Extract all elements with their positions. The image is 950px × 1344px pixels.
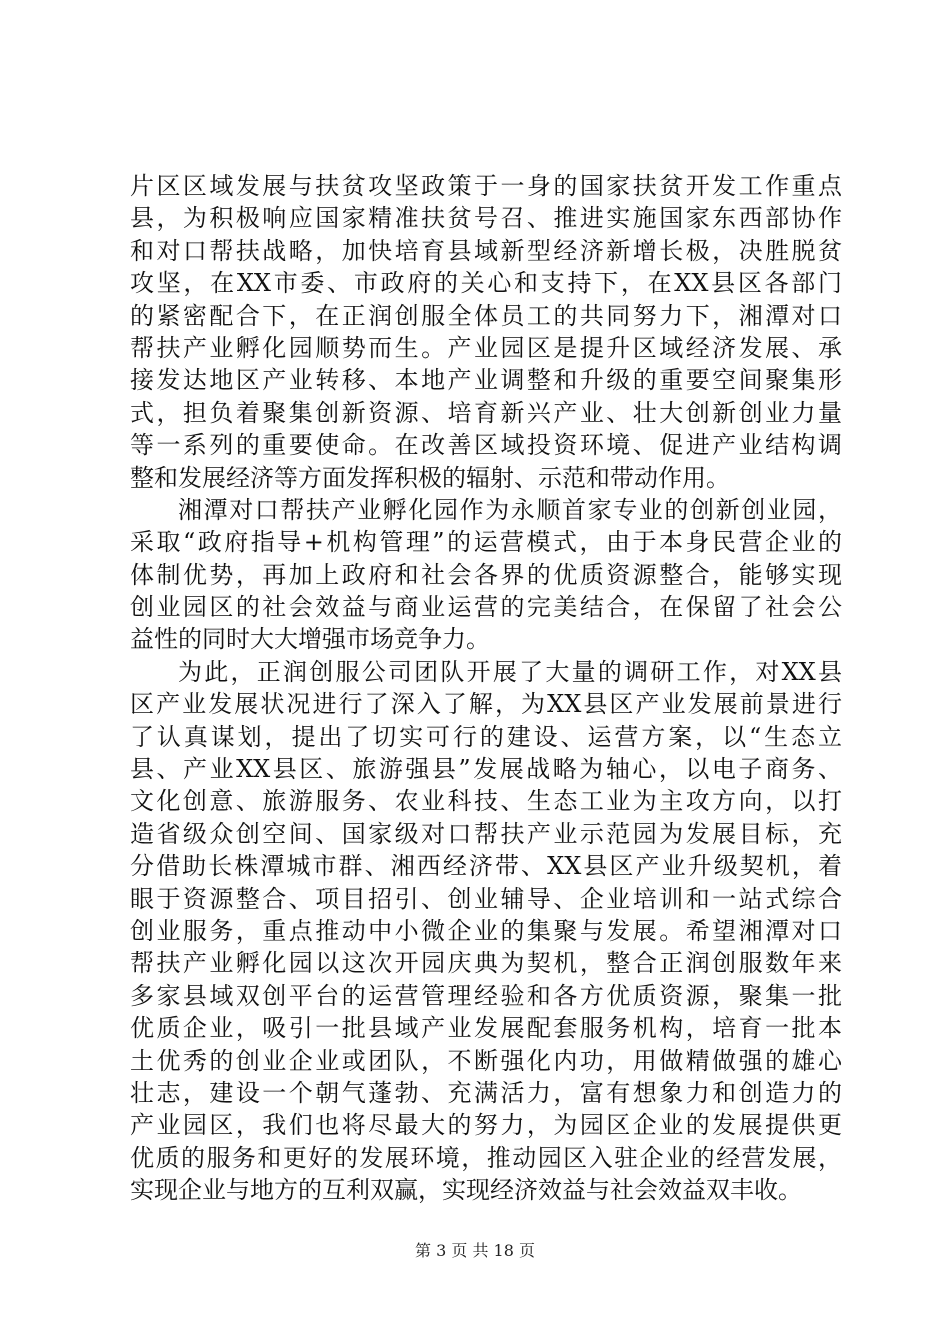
text-line: 帮扶产业孵化园顺势而生。产业园区是提升区域经济发展、承 xyxy=(130,333,842,362)
page-footer: 第 3 页 共 18 页 xyxy=(415,1241,535,1260)
text-line: 分借助长株潭城市群、湘西经济带、XX县区产业升级契机，着 xyxy=(130,852,842,881)
text-line: 县，为积极响应国家精准扶贫号召、推进实施国家东西部协作 xyxy=(130,204,842,233)
body-text xyxy=(130,170,842,1207)
text-line: 式，担负着聚集创新资源、培育新兴产业、壮大创新创业力量 xyxy=(130,398,842,427)
text-line: 文化创意、旅游服务、农业科技、生态工业为主攻方向，以打 xyxy=(130,787,842,816)
text-line: 等一系列的重要使命。在改善区域投资环境、促进产业结构调 xyxy=(130,431,842,460)
text-line: 县、产业XX县区、旅游强县”发展战略为轴心，以电子商务、 xyxy=(130,755,842,784)
text-line: 产业园区，我们也将尽最大的努力，为园区企业的发展提供更 xyxy=(130,1111,842,1140)
text-line: 体制优势，再加上政府和社会各界的优质资源整合，能够实现 xyxy=(130,560,842,589)
text-line: 湘潭对口帮扶产业孵化园作为永顺首家专业的创新创业园， xyxy=(178,495,842,524)
text-line: 壮志，建设一个朝气蓬勃、充满活力，富有想象力和创造力的 xyxy=(130,1078,842,1107)
text-line: 片区区域发展与扶贫攻坚政策于一身的国家扶贫开发工作重点 xyxy=(130,172,842,200)
text-line: 土优秀的创业企业或团队，不断强化内功，用做精做强的雄心 xyxy=(130,1046,842,1075)
text-line: 攻坚，在XX市委、市政府的关心和支持下，在XX县区各部门 xyxy=(130,269,842,298)
text-line: 接发达地区产业转移、本地产业调整和升级的重要空间聚集形 xyxy=(130,366,842,395)
text-line: 区产业发展状况进行了深入了解，为XX县区产业发展前景进行 xyxy=(130,690,842,719)
text-line: 多家县域双创平台的运营管理经验和各方优质资源，聚集一批 xyxy=(130,981,842,1010)
text-line: 创业园区的社会效益与商业运营的完美结合，在保留了社会公 xyxy=(130,593,842,622)
paragraph xyxy=(130,170,842,494)
text-line: 实现企业与地方的互利双赢，实现经济效益与社会效益双丰收。 xyxy=(130,1176,802,1205)
text-line: 的紧密配合下，在正润创服全体员工的共同努力下，湘潭对口 xyxy=(130,301,842,330)
text-line: 益性的同时大大增强市场竞争力。 xyxy=(130,625,490,654)
text-line: 整和发展经济等方面发挥积极的辐射、示范和带动作用。 xyxy=(130,463,730,492)
paragraph xyxy=(130,494,842,656)
text-line: 帮扶产业孵化园以这次开园庆典为契机，整合正润创服数年来 xyxy=(130,949,842,978)
text-line: 优质的服务和更好的发展环境，推动园区入驻企业的经营发展， xyxy=(130,1143,842,1172)
text-line: 了认真谋划，提出了切实可行的建设、运营方案，以“生态立 xyxy=(130,722,842,751)
paragraph xyxy=(130,656,842,1207)
text-line: 采取“政府指导+机构管理”的运营模式，由于本身民营企业的 xyxy=(130,528,842,557)
text-line: 创业服务，重点推动中小微企业的集聚与发展。希望湘潭对口 xyxy=(130,916,842,945)
text-line: 眼于资源整合、项目招引、创业辅导、企业培训和一站式综合 xyxy=(130,884,842,913)
text-line: 为此，正润创服公司团队开展了大量的调研工作，对XX县 xyxy=(178,657,842,686)
text-line: 和对口帮扶战略，加快培育县域新型经济新增长极，决胜脱贫 xyxy=(130,236,842,265)
text-line: 优质企业，吸引一批县域产业发展配套服务机构，培育一批本 xyxy=(130,1014,842,1043)
text-line: 造省级众创空间、国家级对口帮扶产业示范园为发展目标，充 xyxy=(130,819,842,848)
